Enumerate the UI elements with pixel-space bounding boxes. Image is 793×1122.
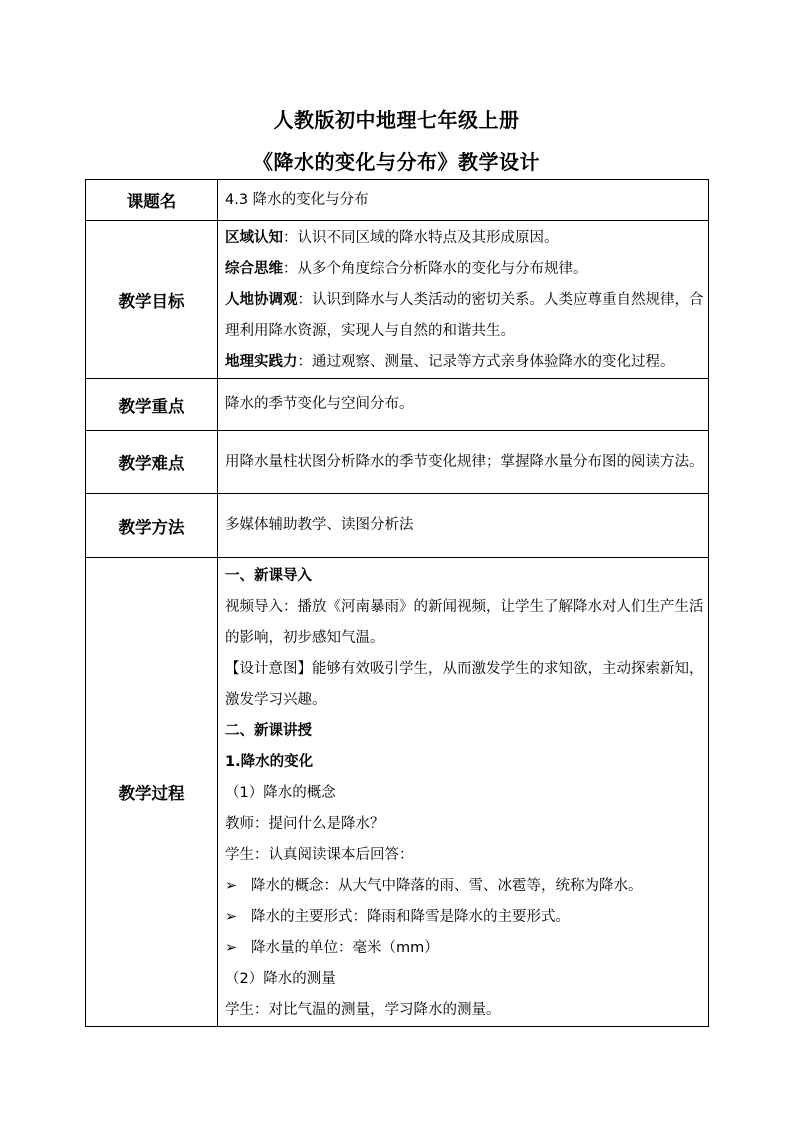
bullet-item: ➢ 降水的概念：从大气中降落的雨、雪、冰雹等，统称为降水。 <box>225 871 704 902</box>
design-intent: 【设计意图】能够有效吸引学生，从而激发学生的求知欲，主动探索新知，激发学习兴趣。 <box>225 661 704 708</box>
row-process <box>86 558 709 1027</box>
row-topic <box>86 180 709 221</box>
topic-value: 4.3 降水的变化与分布 <box>218 180 709 221</box>
row-methods <box>86 494 709 558</box>
document-title-line2: 《降水的变化与分布》教学设计 <box>253 150 540 174</box>
process-content <box>218 558 709 1027</box>
arrow-bullet-icon: ➢ <box>225 909 238 925</box>
goals-content <box>218 221 709 379</box>
subsection-heading: 1.降水的变化 <box>225 754 314 770</box>
topic-label: 课题名 <box>86 180 218 221</box>
paragraph: （1）降水的概念 <box>225 785 336 801</box>
key-points-label: 教学重点 <box>86 379 218 431</box>
goal-item: 区域认知：认识不同区域的降水特点及其形成原因。 <box>225 230 559 246</box>
paragraph: 教师：提问什么是降水？ <box>225 816 385 832</box>
methods-text: 多媒体辅助教学、读图分析法 <box>218 494 709 558</box>
goal-item: 人地协调观：认识到降水与人类活动的密切关系。人类应尊重自然规律，合理利用降水资源，实现人与自然的和谐共生。 <box>225 292 704 339</box>
process-label: 教学过程 <box>86 558 218 1027</box>
goal-item: 综合思维：从多个角度综合分析降水的变化与分布规律。 <box>225 261 588 277</box>
paragraph: （2）降水的测量 <box>225 971 336 987</box>
row-difficulties <box>86 431 709 494</box>
row-goals <box>86 221 709 379</box>
section-heading: 一、新课导入 <box>225 568 312 584</box>
intro-text: 视频导入：播放《河南暴雨》的新闻视频，让学生了解降水对人们生产生活的影响，初步感知气温。 <box>225 599 704 646</box>
arrow-bullet-icon: ➢ <box>225 878 238 894</box>
paragraph: 学生：认真阅读课本后回答： <box>225 847 414 863</box>
document-title-line1: 人教版初中地理七年级上册 <box>273 108 520 132</box>
difficulties-label: 教学难点 <box>86 431 218 494</box>
goals-label: 教学目标 <box>86 221 218 379</box>
lesson-plan-table <box>85 179 709 1027</box>
difficulties-text: 用降水量柱状图分析降水的季节变化规律；掌握降水量分布图的阅读方法。 <box>218 431 709 494</box>
bullet-item: ➢ 降水量的单位：毫米（mm） <box>225 933 704 964</box>
row-key-points <box>86 379 709 431</box>
goal-item: 地理实践力：通过观察、测量、记录等方式亲身体验降水的变化过程。 <box>225 354 675 370</box>
key-points-text: 降水的季节变化与空间分布。 <box>218 379 709 431</box>
arrow-bullet-icon: ➢ <box>225 940 238 956</box>
bullet-item: ➢ 降水的主要形式：降雨和降雪是降水的主要形式。 <box>225 902 704 933</box>
paragraph: 学生：对比气温的测量，学习降水的测量。 <box>225 1002 501 1018</box>
section-heading: 二、新课讲授 <box>225 723 312 739</box>
methods-label: 教学方法 <box>86 494 218 558</box>
